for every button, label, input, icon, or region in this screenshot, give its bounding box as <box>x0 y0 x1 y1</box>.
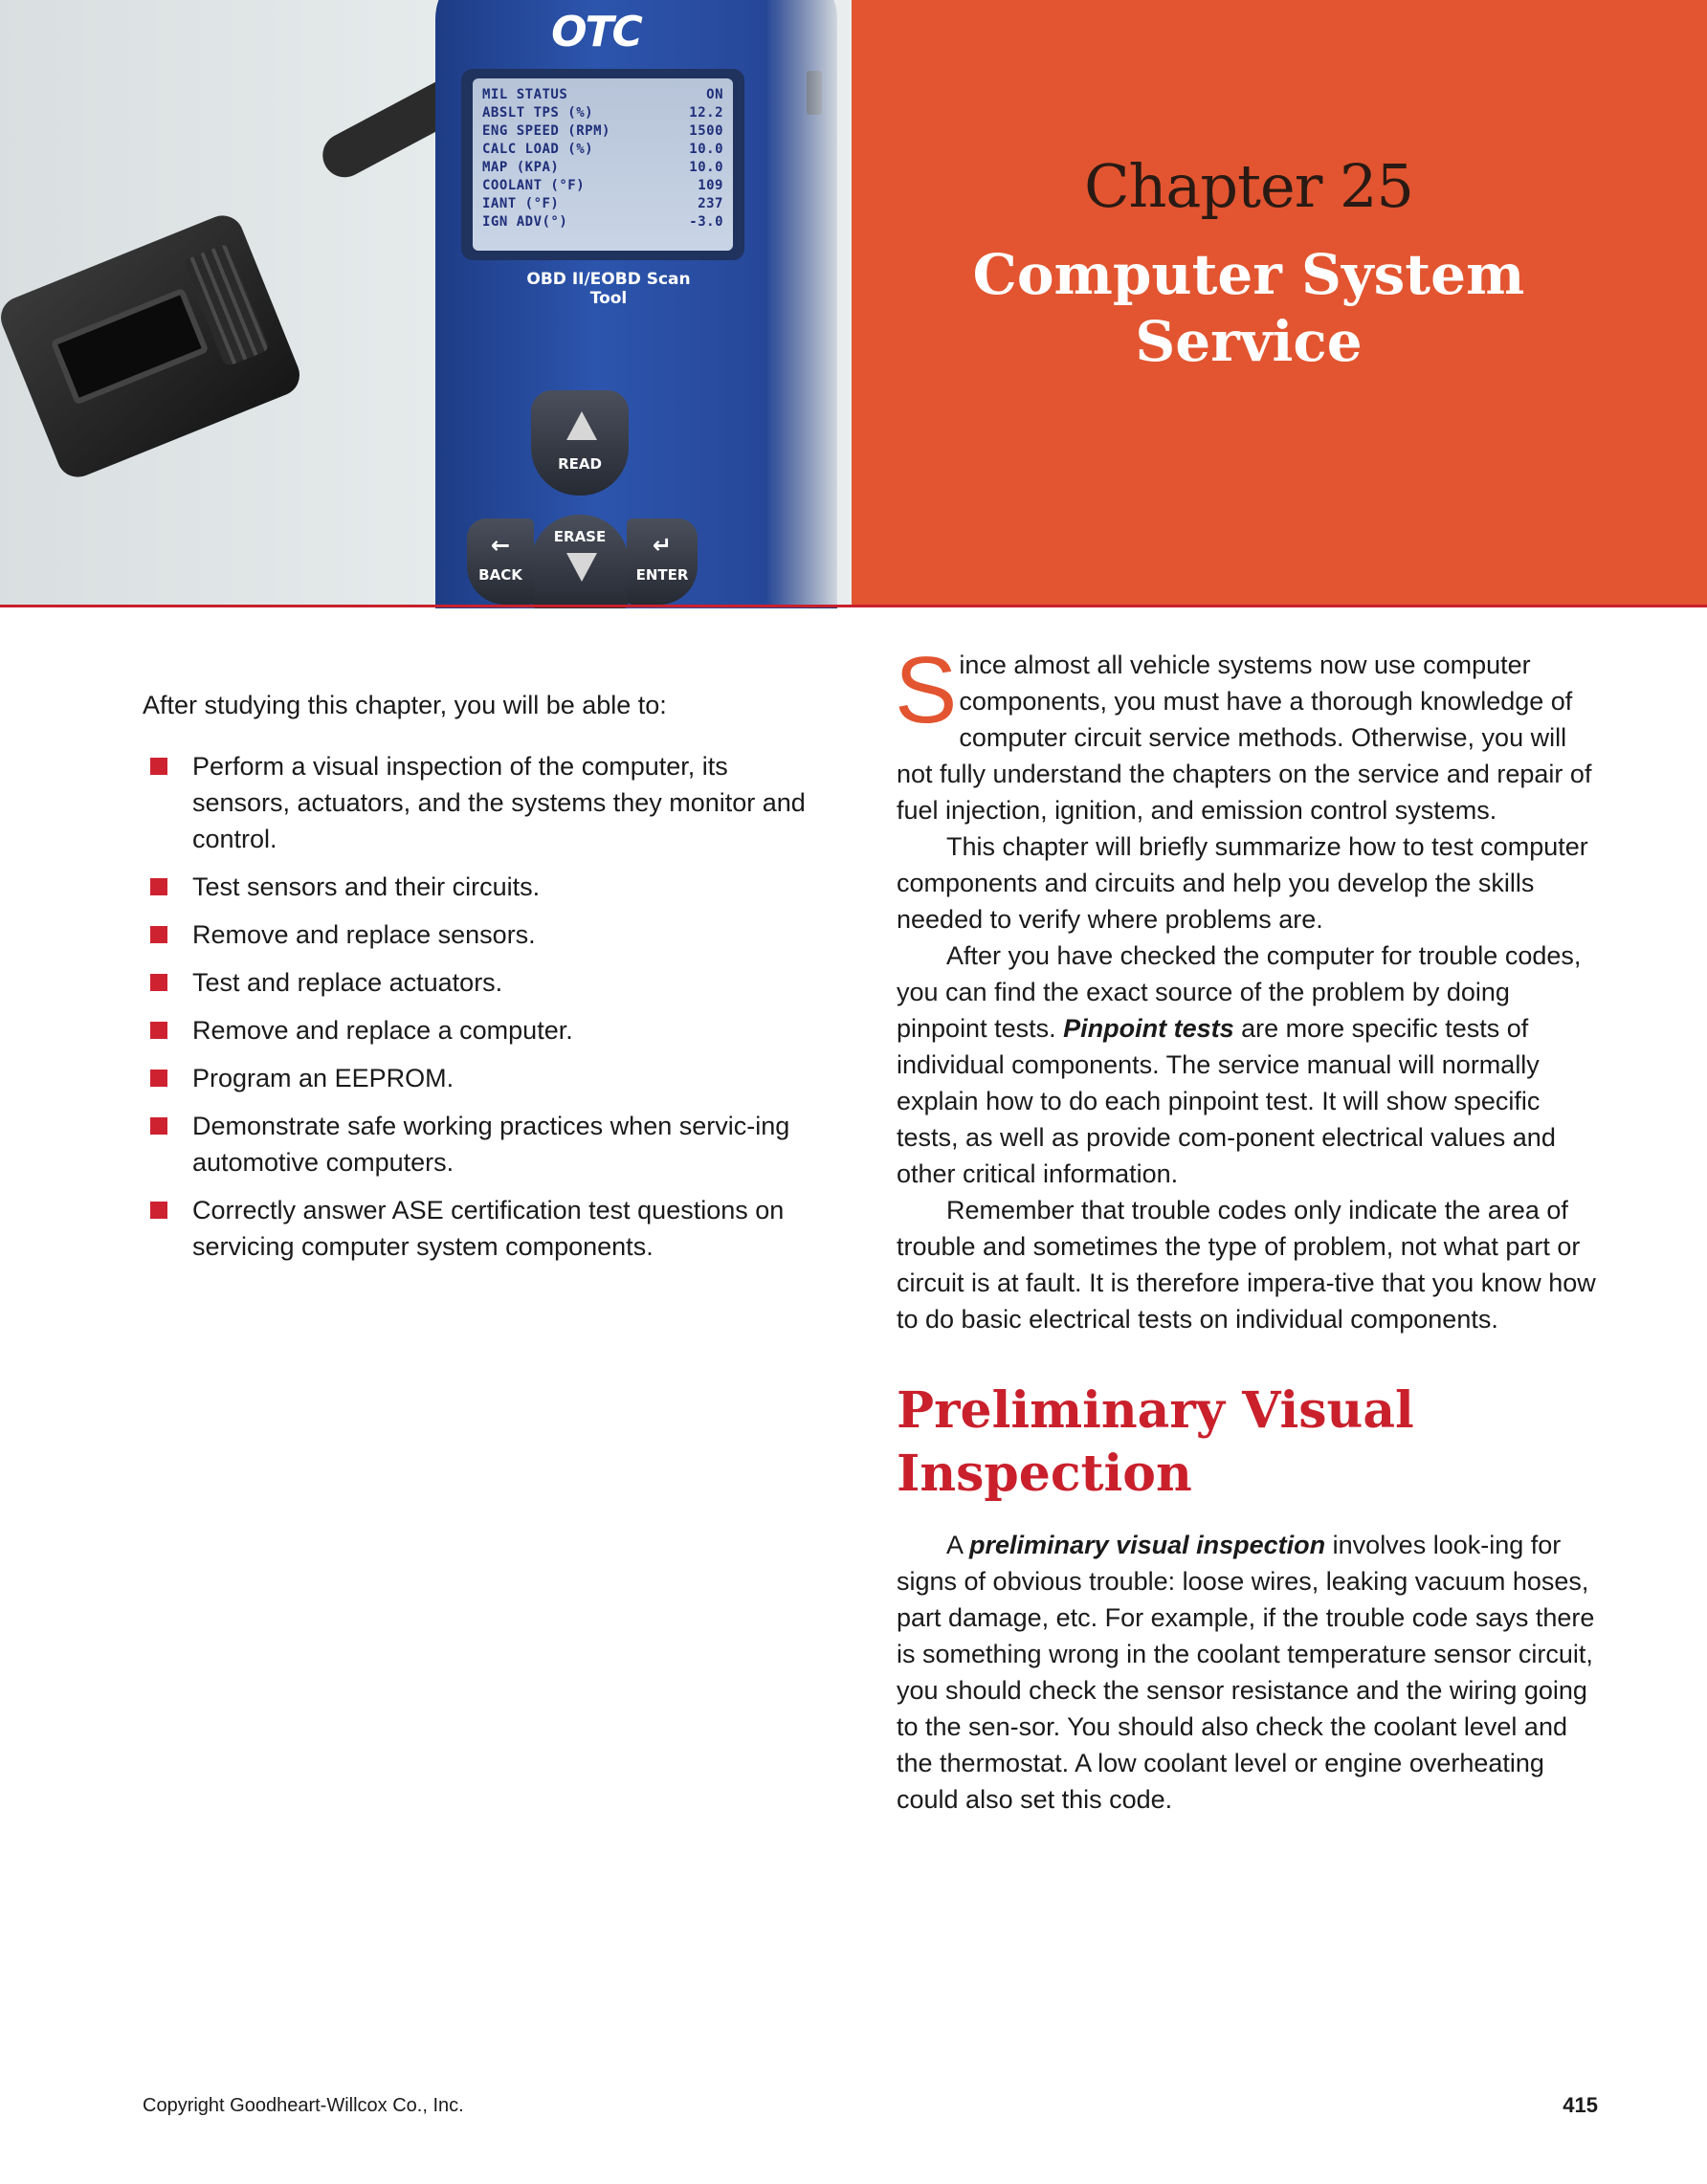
body-paragraph-text: ince almost all vehicle systems now use computer components, you must have a thorough knowledge of computer circuit service methods. Otherwise, you will not fully understand the chapters on the service and repair of fuel injection, ignition, and emission control systems. <box>897 651 1592 825</box>
body-text-span: are more specific tests of individual components. The service manual will normally explain how to do each pinpoint test. It will show specific tests, as well as provide com-ponent electrical values and other critical information. <box>897 1014 1556 1188</box>
square-bullet-icon <box>150 1022 167 1039</box>
objectives-intro: After studying this chapter, you will be able to: <box>143 691 667 719</box>
back-key-label: BACK <box>478 566 522 584</box>
objective-text: Remove and replace sensors. <box>192 920 536 949</box>
scan-tool-enter-key <box>627 518 698 605</box>
chapter-title <box>957 241 1541 375</box>
square-bullet-icon <box>150 758 167 775</box>
scan-tool-brand: OTC <box>551 8 641 56</box>
objective-text: Correctly answer ASE certification test questions on servicing computer system components. <box>192 1196 785 1261</box>
body-paragraph: Remember that trouble codes only indicate the area of trouble and sometimes the type of problem, not what part or circuit is at fault. It is therefore impera-tive that you know how to do basic electrical tests on individual components. <box>897 1196 1596 1334</box>
scan-tool-screen <box>473 78 733 251</box>
screen-row: MIL STATUS ON <box>482 87 723 102</box>
erase-key-label: ERASE <box>553 528 607 545</box>
body-paragraph: This chapter will briefly summarize how to test computer components and circuits and help you develop the skills needed to verify where problems are. <box>897 832 1588 934</box>
drop-cap: S <box>895 637 958 742</box>
body-text <box>895 637 1605 1818</box>
list-item <box>143 748 831 857</box>
body-paragraph <box>897 938 1605 1192</box>
list-item <box>143 1060 831 1096</box>
body-text-span: After you have checked the computer for trouble codes, you can find the exact source of the problem by doing pinpoint tests. <box>897 941 1582 1043</box>
chapter-title-line: Computer System <box>972 242 1525 307</box>
square-bullet-icon <box>150 926 167 943</box>
obd-connector-socket <box>50 288 209 406</box>
square-bullet-icon <box>150 1117 167 1135</box>
section-heading <box>897 1379 1605 1506</box>
body-text-span: involves look-ing for signs of obvious trouble: loose wires, leaking vacuum hoses, part damage, etc. For example, if the trouble code says there is something wrong in the coolant temperature sensor circuit, you should check the sensor resistance and the wiring going to the sen-sor. You should also check the coolant level and the thermostat. A low coolant level or engine overheating could also set this code. <box>897 1531 1595 1814</box>
scan-tool-model: OBD II/EOBD Scan Tool <box>526 270 691 308</box>
screen-row: ABSLT TPS (%) 12.2 <box>482 105 723 121</box>
screen-row: MAP (KPA) 10.0 <box>482 160 723 175</box>
square-bullet-icon <box>150 974 167 991</box>
body-paragraph <box>895 637 1605 828</box>
list-item <box>143 1012 831 1048</box>
section-heading-line: Preliminary Visual <box>897 1381 1414 1440</box>
page-number: 415 <box>1563 2093 1598 2117</box>
screen-row: IANT (°F) 237 <box>482 196 723 211</box>
arrow-up-icon <box>566 411 597 440</box>
chapter-number: Chapter 25 <box>1084 151 1413 221</box>
objective-text: Test and replace actuators. <box>192 968 503 997</box>
screen-row: ENG SPEED (RPM) 1500 <box>482 123 723 139</box>
objective-text: Program an EEPROM. <box>192 1064 454 1092</box>
section-heading-line: Inspection <box>897 1445 1192 1503</box>
chapter-title-line: Service <box>1135 309 1363 374</box>
chapter-header <box>0 0 1707 608</box>
arrow-left-icon: ← <box>490 532 511 559</box>
objective-text: Remove and replace a computer. <box>192 1016 573 1045</box>
list-item <box>143 1192 831 1265</box>
screen-row: CALC LOAD (%) 10.0 <box>482 142 723 157</box>
objective-text: Perform a visual inspection of the computer, its sensors, actuators, and the systems they monitor and control. <box>192 752 806 853</box>
enter-icon: ↵ <box>652 532 673 559</box>
arrow-down-icon <box>566 553 597 582</box>
scan-tool-back-key <box>467 518 534 605</box>
square-bullet-icon <box>150 878 167 895</box>
key-term: preliminary visual inspection <box>969 1531 1326 1559</box>
scan-tool-erase-key <box>531 515 629 608</box>
screen-row: IGN ADV(°) -3.0 <box>482 214 723 230</box>
list-item <box>143 869 831 905</box>
list-item <box>143 1108 831 1180</box>
list-item <box>143 964 831 1001</box>
square-bullet-icon <box>150 1202 167 1219</box>
scan-tool-read-key <box>531 390 629 496</box>
objective-text: Demonstrate safe working practices when servic-ing automotive computers. <box>192 1112 790 1177</box>
objective-text: Test sensors and their circuits. <box>192 872 541 901</box>
objectives-list <box>143 748 831 1276</box>
copyright: Copyright Goodheart-Willcox Co., Inc. <box>143 2095 464 2116</box>
body-paragraph <box>897 1527 1605 1818</box>
list-item <box>143 916 831 953</box>
screen-row: COOLANT (°F) 109 <box>482 178 723 193</box>
enter-key-label: ENTER <box>635 566 689 584</box>
body-text-span: A <box>946 1531 970 1559</box>
read-key-label: READ <box>558 455 602 473</box>
key-term: Pinpoint tests <box>1063 1014 1234 1043</box>
square-bullet-icon <box>150 1070 167 1087</box>
